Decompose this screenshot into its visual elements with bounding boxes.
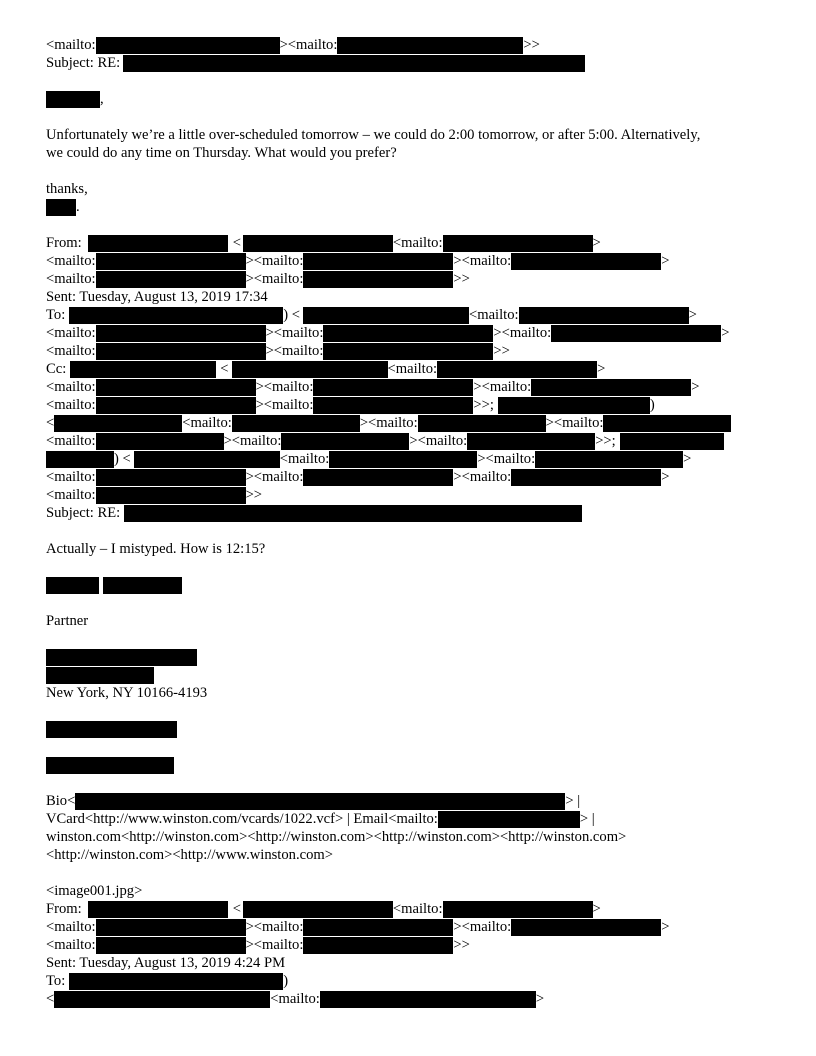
redaction-bar	[88, 235, 228, 252]
redaction-bar	[123, 55, 585, 72]
mailto-line	[46, 487, 262, 504]
subject-label: Subject: RE:	[46, 505, 121, 521]
bracket: <	[46, 415, 55, 431]
mailto-text: ><mailto:	[245, 469, 304, 485]
mailto-text: <mailto:	[270, 991, 320, 1007]
bracket: >	[592, 235, 601, 251]
subject-label: Subject: RE:	[46, 55, 121, 71]
redaction-bar	[303, 307, 469, 324]
redaction-bar	[96, 397, 256, 414]
bracket: >>	[453, 937, 470, 953]
bracket: >	[688, 307, 697, 323]
mailto-text: >>	[523, 37, 540, 53]
redaction-bar	[443, 901, 593, 918]
body-text: Actually – I mistyped. How is 12:15?	[46, 541, 266, 557]
redaction-bar	[103, 577, 182, 594]
mailto-text: ><mailto:	[245, 271, 304, 287]
redaction-bar	[96, 379, 256, 396]
mailto-text: ><mailto:	[255, 397, 314, 413]
mailto-line	[46, 397, 655, 414]
redaction-bar	[96, 325, 266, 342]
redaction-bar	[329, 451, 477, 468]
mailto-text: <mailto:	[46, 937, 96, 953]
mailto-text: <mailto:	[46, 379, 96, 395]
bracket: <	[220, 361, 229, 377]
redaction-bar	[467, 433, 595, 450]
from-label: From:	[46, 235, 82, 251]
bracket: >	[691, 379, 700, 395]
redaction-bar	[96, 469, 246, 486]
redaction-bar	[69, 973, 283, 990]
mailto-text: ><mailto:	[245, 937, 304, 953]
bracket: >>;	[473, 397, 494, 413]
bracket: >>	[453, 271, 470, 287]
mailto-text: <mailto:	[46, 433, 96, 449]
mailto-text: <mailto:	[392, 235, 443, 251]
redaction-bar	[96, 919, 246, 936]
redaction-bar	[531, 379, 691, 396]
cc-label: Cc:	[46, 361, 67, 377]
links-line: <http://winston.com><http://www.winston.com>	[46, 847, 333, 863]
redaction-bar	[303, 253, 453, 270]
redaction-bar	[603, 415, 731, 432]
bracket: >	[661, 919, 670, 935]
bracket: )	[283, 973, 289, 989]
redaction-bar	[418, 415, 546, 432]
links-line: winston.com<http://winston.com><http://winston.com><http://winston.com><http://winston.com>	[46, 829, 627, 845]
redaction-bar	[75, 793, 565, 810]
mailto-line	[46, 325, 729, 342]
mailto-text: <mailto:	[46, 271, 96, 287]
mailto-line	[46, 937, 470, 954]
mailto-text: <mailto:	[46, 397, 96, 413]
redaction-bar	[243, 901, 393, 918]
mailto-text: ><mailto:	[545, 415, 604, 431]
redaction-bar	[511, 253, 661, 270]
redaction-bar	[124, 505, 582, 522]
redaction-bar	[46, 757, 174, 774]
recipient-line	[46, 415, 731, 432]
redaction-bar	[46, 451, 114, 468]
redaction-bar	[54, 415, 182, 432]
redaction-bar	[96, 37, 280, 54]
bracket: >	[721, 325, 730, 341]
mailto-line	[46, 253, 669, 270]
subject-line	[46, 55, 585, 72]
bracket: ) <	[283, 307, 300, 323]
sent-line: Sent: Tuesday, August 13, 2019 17:34	[46, 289, 268, 305]
redaction-bar	[70, 361, 216, 378]
redaction-bar	[232, 361, 388, 378]
bio-label: Bio<	[46, 793, 76, 809]
mailto-text: <mailto:	[279, 451, 330, 467]
from-line	[46, 901, 601, 918]
bracket: >>	[245, 487, 263, 503]
redaction-bar	[438, 811, 580, 828]
signoff: thanks,	[46, 181, 88, 197]
mailto-text: ><mailto:	[245, 253, 304, 269]
mailto-text: ><mailto:	[477, 451, 536, 467]
signature-address: New York, NY 10166-4193	[46, 685, 208, 701]
mailto-line	[46, 919, 669, 936]
bracket: >	[592, 901, 601, 917]
redaction-bar	[437, 361, 597, 378]
redaction-bar	[303, 919, 453, 936]
redaction-bar	[134, 451, 280, 468]
mailto-text: ><mailto:	[255, 379, 314, 395]
greeting-comma: ,	[100, 91, 104, 107]
from-line	[46, 235, 601, 252]
redaction-bar	[535, 451, 683, 468]
mailto-text: <mailto:	[46, 919, 96, 935]
bracket: >>	[493, 343, 510, 359]
redaction-bar	[96, 937, 246, 954]
bracket: >	[683, 451, 692, 467]
subject-line	[46, 505, 582, 522]
redaction-bar	[519, 307, 689, 324]
redaction-bar	[46, 649, 197, 666]
mailto-text: <mailto:	[46, 487, 96, 503]
redaction-bar	[96, 433, 224, 450]
signature-title: Partner	[46, 613, 89, 629]
redaction-bar	[443, 235, 593, 252]
bracket: <	[46, 991, 55, 1007]
mailto-text: ><mailto:	[359, 415, 418, 431]
redaction-bar	[511, 469, 661, 486]
mailto-line	[46, 379, 699, 396]
redaction-bar	[313, 397, 473, 414]
mailto-text: ><mailto:	[223, 433, 282, 449]
mailto-text: <mailto:	[469, 307, 519, 323]
mailto-text: ><mailto:	[409, 433, 468, 449]
mailto-text: <mailto:	[387, 361, 438, 377]
mailto-text: <mailto:	[392, 901, 443, 917]
mailto-text: ><mailto:	[453, 469, 512, 485]
redaction-bar	[620, 433, 724, 450]
cc-line	[46, 361, 605, 378]
greeting-line	[46, 91, 104, 108]
redaction-bar	[498, 397, 650, 414]
bracket: > |	[565, 793, 581, 809]
redaction-bar	[46, 667, 154, 684]
period: .	[76, 199, 80, 215]
redaction-bar	[303, 271, 453, 288]
mailto-line	[46, 343, 510, 360]
to-label: To:	[46, 973, 66, 989]
redaction-bar	[303, 469, 453, 486]
mailto-text: ><mailto:	[265, 343, 324, 359]
mailto-text: ><mailto:	[473, 379, 532, 395]
body-text: we could do any time on Thursday. What would you prefer?	[46, 145, 397, 161]
bracket: )	[649, 397, 655, 413]
redaction-bar	[96, 253, 246, 270]
redaction-bar	[69, 307, 283, 324]
redaction-bar	[551, 325, 721, 342]
recipients-line	[46, 37, 540, 54]
mailto-text: ><mailto:	[245, 919, 304, 935]
bracket: >	[661, 469, 670, 485]
mailto-line	[46, 433, 724, 450]
redaction-bar	[323, 325, 493, 342]
redaction-bar	[323, 343, 493, 360]
mailto-text: ><mailto:	[493, 325, 552, 341]
redaction-bar	[46, 721, 177, 738]
redaction-bar	[96, 343, 266, 360]
mailto-text: ><mailto:	[265, 325, 324, 341]
redaction-bar	[46, 577, 99, 594]
bracket: >	[597, 361, 606, 377]
sent-line: Sent: Tuesday, August 13, 2019 4:24 PM	[46, 955, 286, 971]
bracket: > |	[579, 811, 595, 827]
bracket: <	[232, 901, 241, 917]
mailto-text: <mailto:	[182, 415, 232, 431]
mailto-text: ><mailto:	[453, 253, 512, 269]
redaction-bar	[303, 937, 453, 954]
bracket: >	[535, 991, 545, 1007]
body-text: Unfortunately we’re a little over-scheduled tomorrow – we could do 2:00 tomorrow, or after 5:00. Alternatively,	[46, 127, 701, 143]
from-label: From:	[46, 901, 82, 917]
mailto-text: <mailto:	[46, 469, 96, 485]
recipient-line	[46, 991, 544, 1008]
bio-line	[46, 793, 580, 810]
redaction-bar	[88, 901, 228, 918]
redaction-bar	[232, 415, 360, 432]
redaction-bar	[96, 487, 246, 504]
vcard-text: VCard<http://www.winston.com/vcards/1022.vcf> | Email<mailto:	[46, 811, 438, 827]
redaction-bar	[46, 199, 76, 216]
redaction-bar	[511, 919, 661, 936]
mailto-line	[46, 469, 669, 486]
mailto-line	[46, 271, 470, 288]
to-label: To:	[46, 307, 66, 323]
to-line	[46, 307, 697, 324]
redaction-bar	[54, 991, 270, 1008]
bracket: >	[661, 253, 670, 269]
bracket: ) <	[114, 451, 131, 467]
mailto-text: <mailto:	[46, 253, 96, 269]
redaction-bar	[96, 271, 246, 288]
redaction-bar	[320, 991, 536, 1008]
bracket: >>;	[595, 433, 616, 449]
vcard-line	[46, 811, 595, 828]
mailto-text: <mailto:	[46, 325, 96, 341]
redaction-bar	[337, 37, 523, 54]
to-line	[46, 973, 288, 990]
recipient-line	[46, 451, 691, 468]
redaction-bar	[243, 235, 393, 252]
redaction-bar	[281, 433, 409, 450]
bracket: <	[232, 235, 241, 251]
mailto-text: ><mailto:	[279, 37, 338, 53]
mailto-text: <mailto:	[46, 343, 96, 359]
redaction-bar	[46, 91, 100, 108]
mailto-text: <mailto:	[46, 37, 96, 53]
signature-line	[46, 199, 80, 216]
mailto-text: ><mailto:	[453, 919, 512, 935]
attachment-line: <image001.jpg>	[46, 883, 143, 899]
redaction-bar	[313, 379, 473, 396]
